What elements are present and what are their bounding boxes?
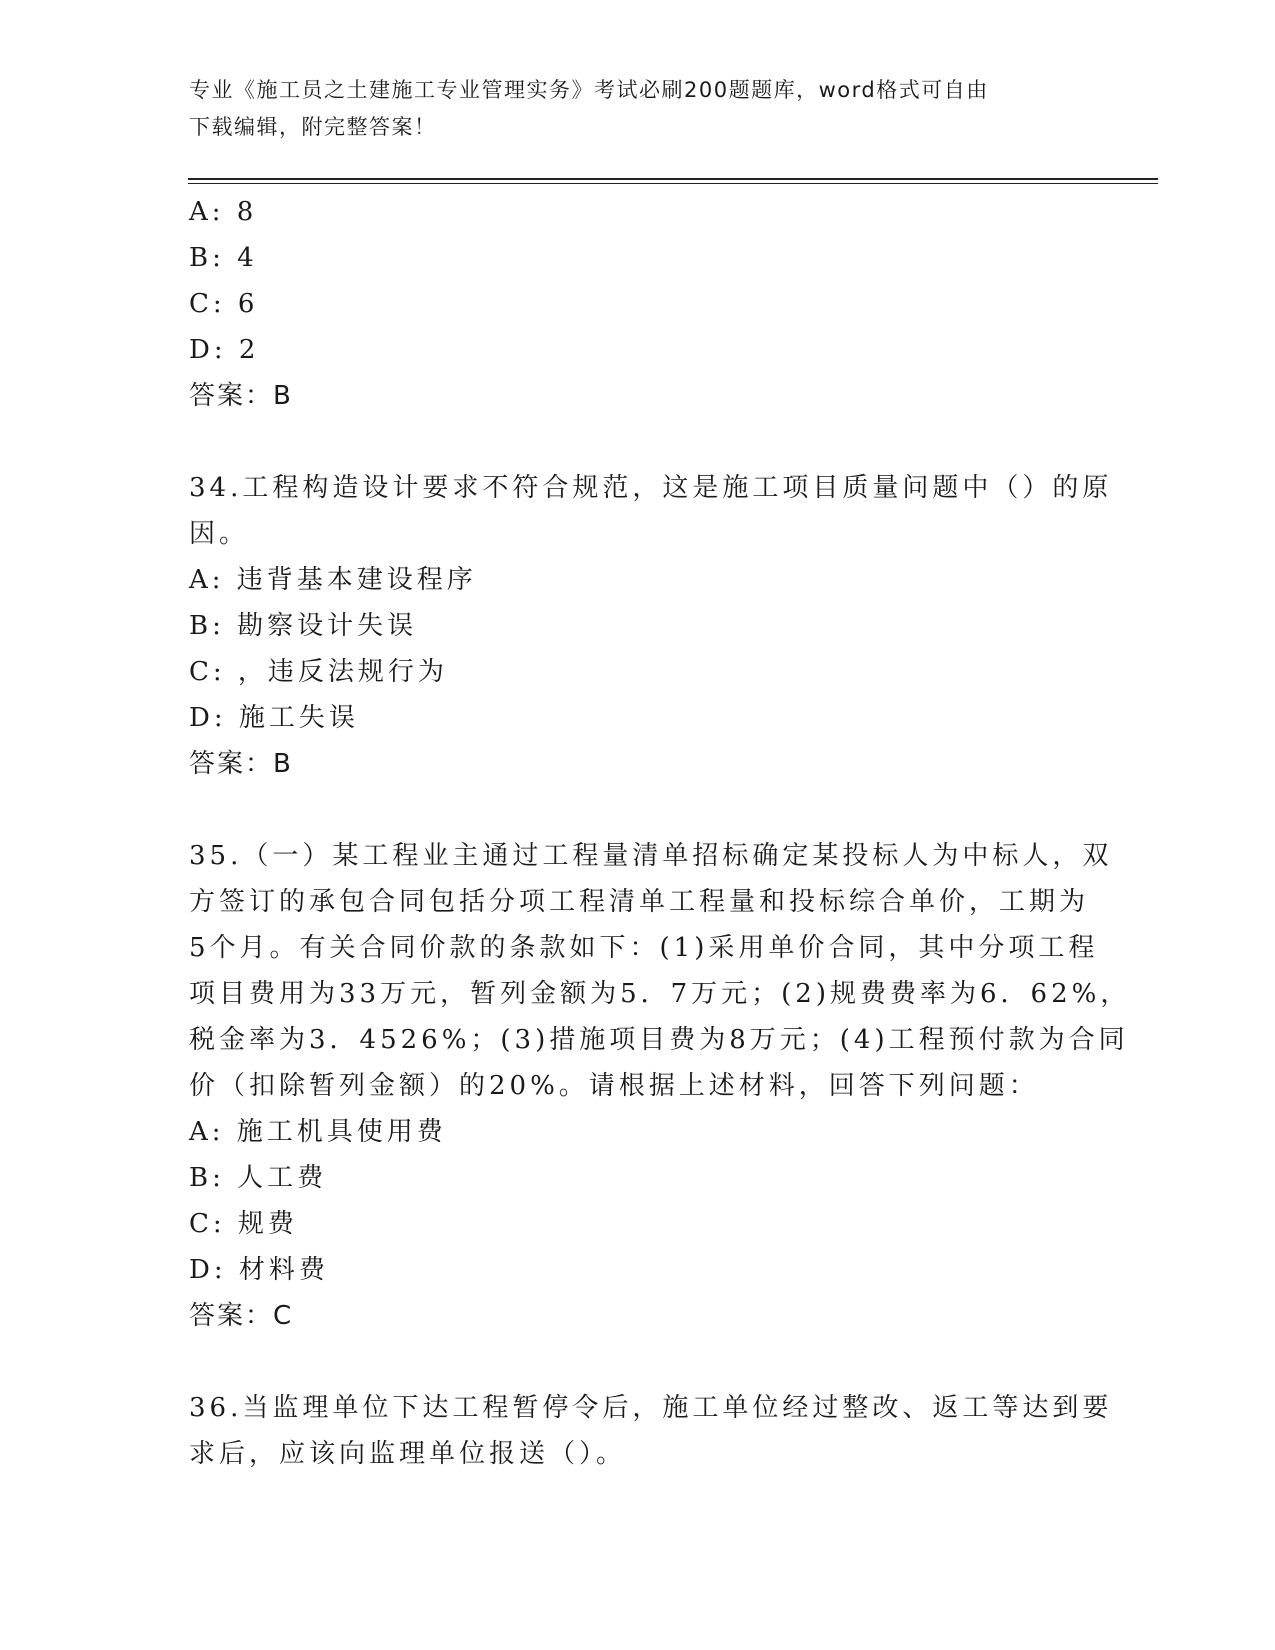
option-b: B: 4 (189, 243, 258, 273)
question-stem-line: 求后，应该向监理单位报送（）。 (189, 1439, 627, 1469)
option-d: D: 材料费 (189, 1255, 329, 1285)
question-stem-line: 35.（一）某工程业主通过工程量清单招标确定某投标人为中标人，双 (189, 841, 1113, 871)
question-list (189, 189, 1131, 1477)
option-a: A: 施工机具使用费 (189, 1117, 447, 1147)
option-b: B: 勘察设计失误 (189, 611, 418, 641)
option-c: C: ，违反法规行为 (189, 657, 448, 687)
question-34 (189, 465, 1113, 787)
option-d: D: 2 (189, 335, 260, 365)
question-stem-line: 5个月。有关合同价款的条款如下：(1)采用单价合同，其中分项工程 (189, 933, 1099, 963)
question-stem-line: 项目费用为33万元，暂列金额为5．7万元；(2)规费费率为6．62%， (189, 979, 1131, 1009)
option-a: A: 8 (189, 197, 258, 227)
document-header (189, 72, 1069, 146)
question-stem-line: 税金率为3．4526%；(3)措施项目费为8万元；(4)工程预付款为合同 (189, 1025, 1129, 1055)
answer: 答案：B (189, 749, 293, 779)
question-stem-line: 36.当监理单位下达工程暂停令后，施工单位经过整改、返工等达到要 (189, 1393, 1113, 1423)
answer: 答案：C (189, 1301, 294, 1331)
question-stem-line: 因。 (189, 519, 250, 549)
question-35 (189, 833, 1131, 1339)
header-line-1: 专业《施工员之土建施工专业管理实务》考试必刷200题题库，word格式可自由 (189, 78, 989, 102)
option-a: A: 违背基本建设程序 (189, 565, 477, 595)
option-b: B: 人工费 (189, 1163, 328, 1193)
option-c: C: 6 (189, 289, 259, 319)
question-stem-line: 34.工程构造设计要求不符合规范，这是施工项目质量问题中（）的原 (189, 473, 1113, 503)
header-rule-thick (188, 178, 1158, 180)
header-line-2: 下载编辑，附完整答案！ (189, 115, 437, 139)
question-36 (189, 1385, 1113, 1477)
answer: 答案：B (189, 381, 293, 411)
question-33 (189, 189, 1089, 419)
option-d: D: 施工失误 (189, 703, 359, 733)
option-c: C: 规费 (189, 1209, 298, 1239)
question-stem-line: 方签订的承包合同包括分项工程清单工程量和投标综合单价，工期为 (189, 887, 1090, 917)
header-rule-thin (188, 183, 1158, 184)
question-stem-line: 价（扣除暂列金额）的20%。请根据上述材料，回答下列问题： (189, 1071, 1039, 1101)
